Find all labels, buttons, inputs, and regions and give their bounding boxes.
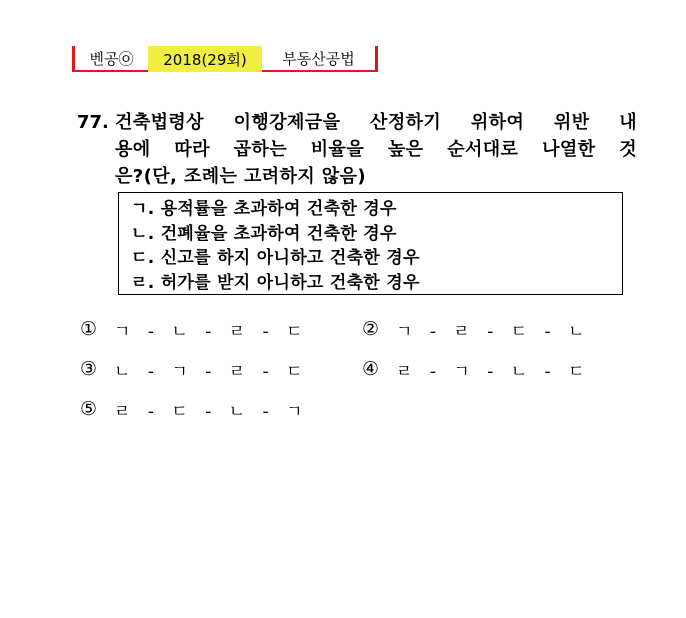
answer-choice-4[interactable]: [362, 357, 589, 381]
choice-text: ㄱ - ㄴ - ㄹ - ㄷ: [114, 321, 307, 342]
question-number: 77.: [77, 112, 109, 133]
choice-number: ①: [80, 318, 98, 340]
choice-text: ㄴ - ㄱ - ㄹ - ㄷ: [114, 361, 307, 382]
exam-year-label: 2018(29회): [163, 50, 247, 69]
condition-item: ㄴ. 건폐율을 초과하여 건축한 경우: [131, 223, 397, 244]
exam-source-tag: [72, 46, 148, 72]
question-stem: [77, 109, 637, 190]
choice-number: ④: [362, 358, 380, 380]
condition-box: [118, 192, 623, 295]
answer-choice-5[interactable]: [80, 397, 307, 421]
choice-text: ㄱ - ㄹ - ㄷ - ㄴ: [396, 321, 589, 342]
condition-item: ㄱ. 용적률을 초과하여 건축한 경우: [131, 199, 397, 219]
question-block: [77, 109, 637, 190]
exam-source-label: 벤공㉧: [89, 49, 134, 68]
answer-choice-2[interactable]: [362, 317, 589, 341]
question-line: 용에 따라 곱하는 비율을 높은 순서대로 나열한 것: [115, 139, 637, 160]
exam-year-tag: [148, 46, 262, 72]
question-line: 건축법령상 이행강제금을 산정하기 위하여 위반 내: [115, 112, 637, 133]
exam-subject-tag: [262, 46, 378, 72]
answer-choice-1[interactable]: [80, 317, 307, 341]
exam-header: [72, 46, 378, 72]
choice-number: ③: [80, 358, 98, 380]
choice-text: ㄹ - ㄷ - ㄴ - ㄱ: [114, 401, 307, 422]
exam-subject-label: 부동산공법: [282, 49, 355, 68]
question-text: [115, 109, 637, 190]
choice-number: ⑤: [80, 398, 98, 420]
answer-choice-3[interactable]: [80, 357, 307, 381]
condition-item: ㄷ. 신고를 하지 아니하고 건축한 경우: [131, 248, 420, 268]
choice-text: ㄹ - ㄱ - ㄴ - ㄷ: [396, 361, 589, 382]
question-line: 은?(단, 조례는 고려하지 않음): [115, 166, 366, 187]
condition-item: ㄹ. 허가를 받지 아니하고 건축한 경우: [131, 272, 420, 293]
choice-number: ②: [362, 318, 380, 340]
